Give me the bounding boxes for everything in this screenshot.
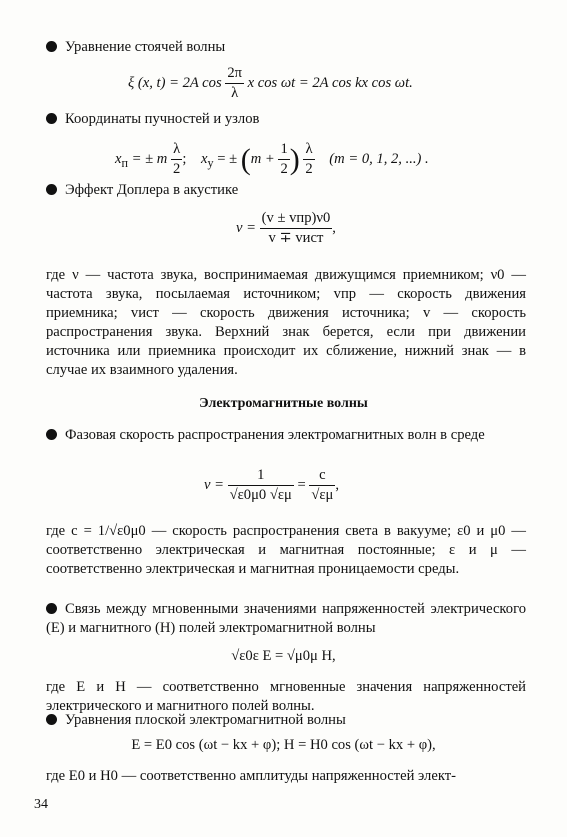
bullet-icon	[46, 603, 57, 614]
bullet-plane-wave: Уравнения плоской электромагнитной волны	[46, 711, 346, 730]
formula-phase-velocity: v = $\frac{1}{√\varepsilon 0\mu 0 √\varepsilon\mu}$ = $\frac{c}{√\varepsilon\mu}$ ,	[204, 467, 339, 503]
bullet-field-relation: Связь между мгновенными значениями напряженностей электрического (E) и магнитного (H) полей электромагнитной волны	[46, 601, 526, 636]
bullet-doppler: Эффект Доплера в акустике	[46, 181, 238, 200]
paragraph-field-legend: где E и H — соответственно мгновенные значения напряженностей электрического и магнитного полей волны.	[46, 679, 526, 714]
section-heading: Электромагнитные волны	[199, 396, 368, 411]
bullet-antinodes-nodes: Координаты пучностей и узлов	[46, 110, 259, 129]
page-number: 34	[34, 797, 48, 812]
bullet-icon	[46, 184, 57, 195]
bullet-icon	[46, 41, 57, 52]
paragraph-doppler-legend: где ν — частота звука, воспринимаемая движущимся приемником; ν0 — частота звука, посылаемая источником; vпр — скорость движения приемника; vист — скорость движения источника; v — скорость распространения звука. Верхний знак берется, если при движении источника или приемника происходит их сближение, нижний знак — в случае их взаимного удаления.	[46, 267, 526, 378]
formula-plane-wave: E = E0 cos (ωt − kx + φ); H = H0 cos (ωt − kx + φ),	[131, 737, 436, 753]
formula-antinodes-nodes: $x_п$ = ± m $\frac{\lambda}{2}$ ; $x_у$ = ± (m + $\frac{1}{2}$ ) $\frac{\lambda}{2}$ (m = 0, 1, 2, ...) .	[115, 141, 429, 177]
paragraph-light-speed: где c = 1/√ε0μ0 — скорость распространения света в вакууме; ε0 и μ0 — соответственно электрическая и магнитная постоянные; ε и μ — соответственно электрическая и магнитная проницаемости среды.	[46, 523, 526, 577]
bullet-icon	[46, 429, 57, 440]
bullet-standing-wave: Уравнение стоячей волны	[46, 38, 225, 57]
bullet-icon	[46, 714, 57, 725]
formula-doppler: ν = $\frac{\text{(v ± vпр)ν0}}{\text{v ∓ vист}}$ ,	[236, 210, 336, 246]
paragraph-amplitudes: где E0 и H0 — соответственно амплитуды напряженностей элект-	[46, 768, 456, 784]
formula-field-relation: √ε0ε E = √μ0μ H,	[231, 648, 336, 664]
bullet-phase-velocity: Фазовая скорость распространения электромагнитных волн в среде	[46, 426, 526, 445]
formula-standing-wave: ξ (x, t) = 2A cos $\frac{2\pi}{\lambda}$ x cos ωt = 2A cos kx cos ωt.	[128, 65, 413, 101]
bullet-icon	[46, 113, 57, 124]
